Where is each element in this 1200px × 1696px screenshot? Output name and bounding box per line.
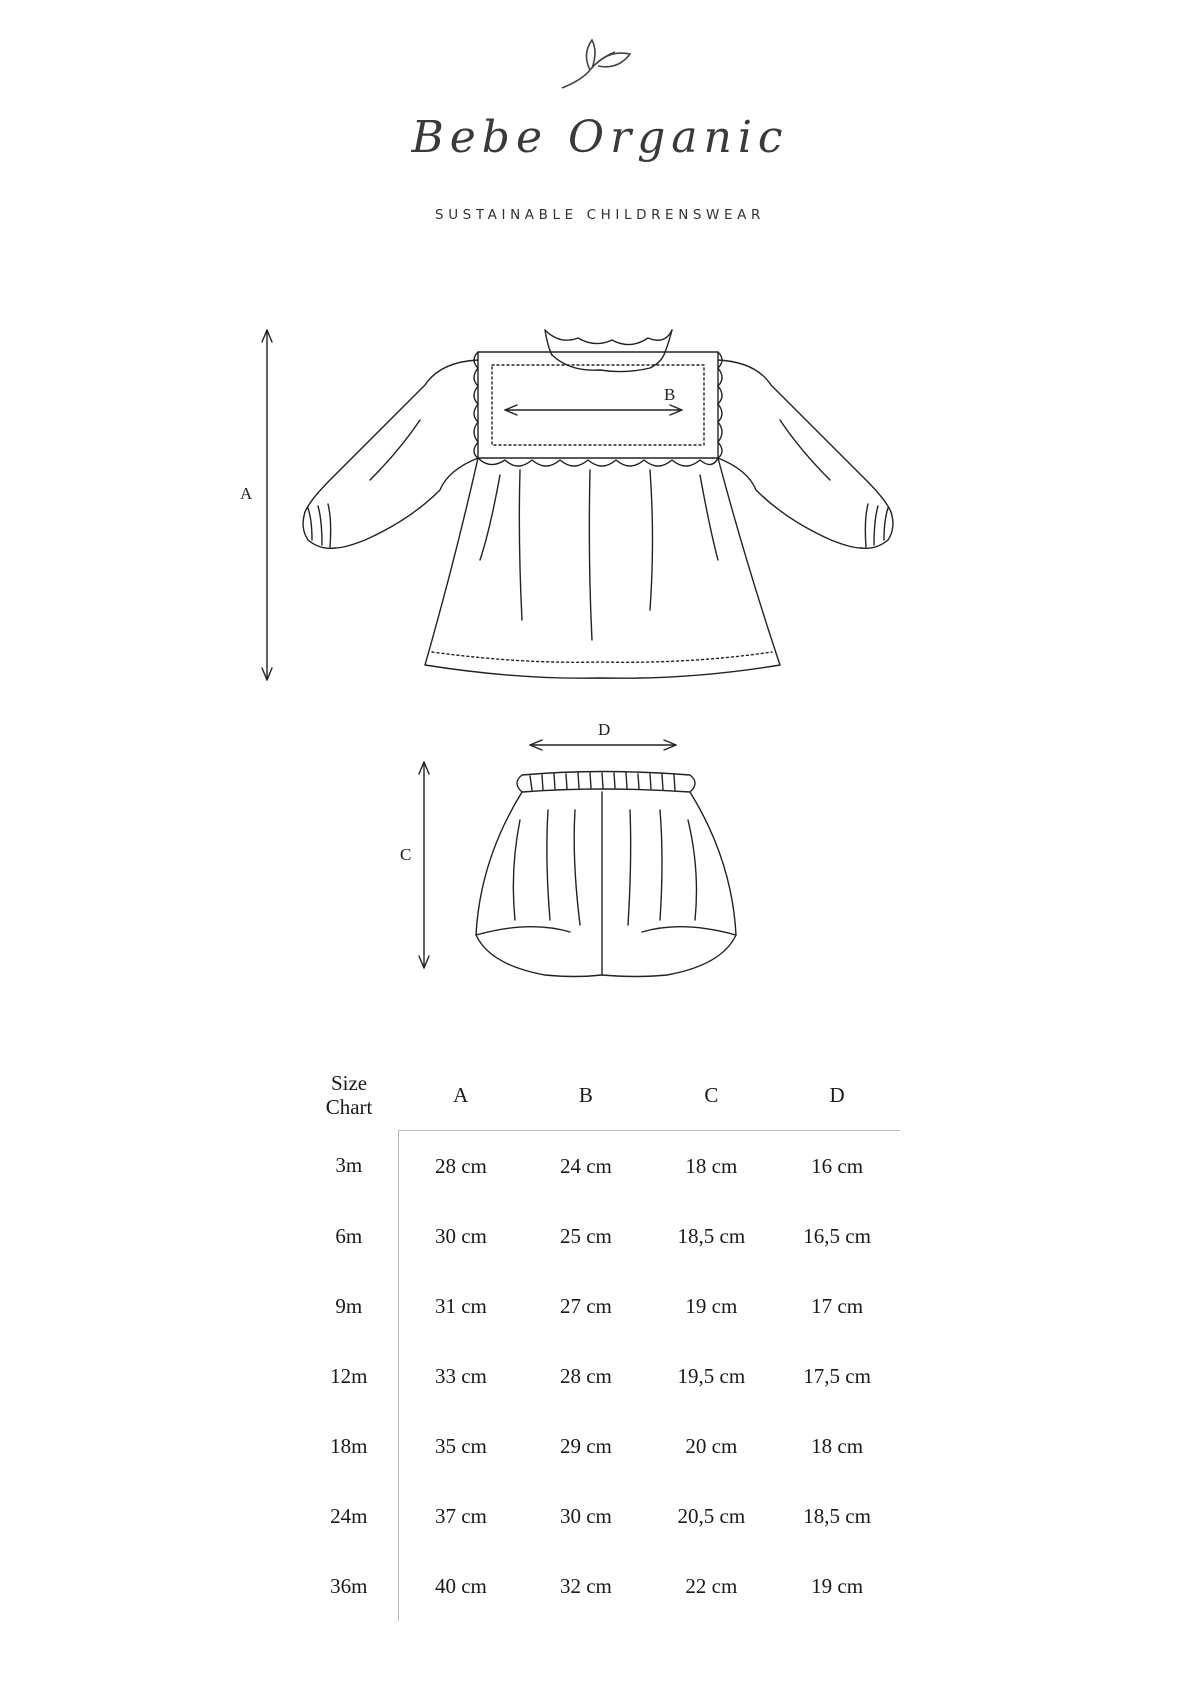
size-chart-heading: Size Chart: [325, 1071, 373, 1120]
measurement-cell: 37 cm: [398, 1481, 523, 1551]
measurement-cell: 20 cm: [685, 1433, 738, 1458]
measurement-cell: 18,5 cm: [677, 1223, 746, 1248]
measure-arrow-a: [262, 330, 272, 680]
size-label: 9m: [335, 1293, 363, 1318]
measurement-cell: 19,5 cm: [677, 1363, 746, 1388]
label-a: A: [240, 484, 253, 503]
size-label: 3m: [335, 1153, 363, 1178]
table-row: [300, 1481, 900, 1551]
table-header-row: [300, 1060, 900, 1131]
blouse-drawing: [303, 330, 893, 678]
size-chart: [300, 1060, 900, 1621]
measurement-cell: 19 cm: [685, 1293, 738, 1318]
label-d: D: [598, 720, 611, 739]
measurement-cell: 31 cm: [398, 1271, 523, 1341]
measurement-cell: 33 cm: [398, 1341, 523, 1411]
measurement-cell: 27 cm: [559, 1293, 612, 1318]
label-c: C: [400, 845, 412, 864]
measurement-cell: 32 cm: [559, 1573, 612, 1598]
measurement-cell: 22 cm: [685, 1573, 738, 1598]
measure-arrow-d: [530, 740, 676, 750]
size-chart-body: [300, 1131, 900, 1622]
measurement-cell: 18,5 cm: [803, 1503, 871, 1528]
size-label: 18m: [330, 1433, 368, 1458]
measurement-cell: 19 cm: [811, 1573, 864, 1598]
size-label: 36m: [330, 1573, 368, 1598]
measurement-cell: 35 cm: [398, 1411, 523, 1481]
table-row: [300, 1551, 900, 1621]
column-header-b: B: [523, 1060, 648, 1131]
column-header-a: A: [398, 1060, 523, 1131]
column-header-d: D: [774, 1060, 900, 1131]
size-label: 12m: [330, 1363, 368, 1388]
table-row: [300, 1341, 900, 1411]
measure-arrow-c: [419, 762, 429, 968]
column-header-c: C: [649, 1060, 775, 1131]
measurement-cell: 17,5 cm: [803, 1363, 871, 1388]
size-chart-table: [300, 1060, 900, 1621]
table-row: [300, 1271, 900, 1341]
measurement-cell: 17 cm: [811, 1293, 864, 1318]
measurement-cell: 30 cm: [559, 1503, 612, 1528]
measurement-cell: 16 cm: [811, 1153, 864, 1178]
measurement-cell: 28 cm: [559, 1363, 612, 1388]
measurement-cell: 20,5 cm: [677, 1503, 746, 1528]
bloomers-drawing: [476, 772, 736, 977]
measurement-cell: 25 cm: [559, 1223, 612, 1248]
measurement-cell: 18 cm: [811, 1433, 864, 1458]
table-row: [300, 1411, 900, 1481]
measurement-cell: 30 cm: [398, 1201, 523, 1271]
measure-arrow-b: [505, 405, 682, 415]
table-row: [300, 1201, 900, 1271]
measurement-cell: 18 cm: [685, 1153, 738, 1178]
table-row: [300, 1131, 900, 1202]
label-b: B: [664, 385, 676, 404]
measurement-cell: 24 cm: [559, 1153, 612, 1178]
brand-tagline: SUSTAINABLE CHILDRENSWEAR: [435, 207, 765, 223]
measurement-cell: 28 cm: [398, 1131, 523, 1202]
measurement-cell: 29 cm: [559, 1433, 612, 1458]
brand-name: Bebe Organic: [411, 112, 789, 163]
size-label: 6m: [335, 1223, 363, 1248]
size-label: 24m: [330, 1503, 368, 1528]
measurement-cell: 40 cm: [398, 1551, 523, 1621]
measurement-cell: 16,5 cm: [803, 1223, 871, 1248]
